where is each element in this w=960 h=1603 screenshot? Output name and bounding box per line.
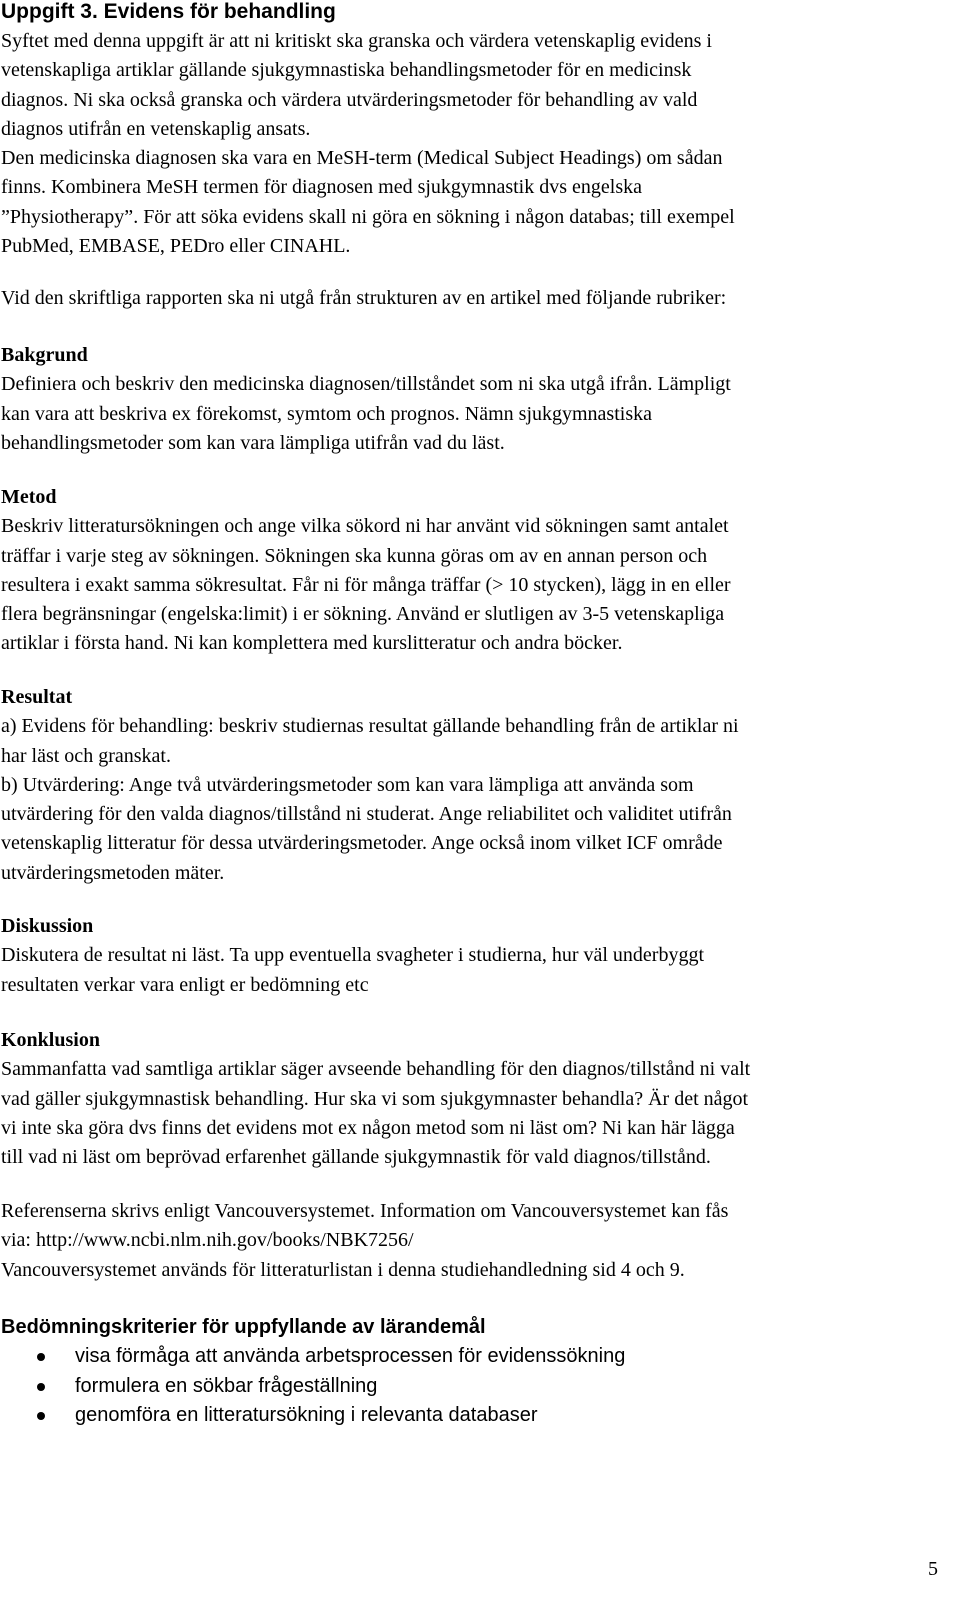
section-line: a) Evidens för behandling: beskriv studiernas resultat gällande behandling från de artiklar ni (1, 715, 739, 738)
section-line: utvärdering för den valda diagnos/tillstånd ni studerat. Ange reliabilitet och validitet utifrån (1, 803, 732, 826)
section-line: har läst och granskat. (1, 744, 171, 767)
criteria-heading: Bedömningskriterier för uppfyllande av lärandemål (1, 1316, 486, 1338)
section-heading-resultat: Resultat (1, 686, 73, 708)
section-konklusion (1, 1026, 946, 1172)
section-line: vad gäller sjukgymnastisk behandling. Hur ska vi som sjukgymnaster behandla? Är det något (1, 1087, 749, 1110)
section-line: Diskutera de resultat ni läst. Ta upp eventuella svagheter i studierna, hur väl underbyggt (1, 944, 705, 967)
section-line: vetenskaplig litteratur för dessa utvärderingsmetoder. Ange också inom vilket ICF område (1, 832, 723, 855)
criteria-section (1, 1313, 946, 1431)
references-line: via: http://www.ncbi.nlm.nih.gov/books/NBK7256/ (1, 1229, 414, 1252)
section-line: Beskriv litteratursökningen och ange vilka sökord ni har använt vid sökningen samt antalet (1, 515, 729, 538)
section-line: till vad ni läst om beprövad erfarenhet gällande sjukgymnastik för vald diagnos/tillstånd. (1, 1146, 711, 1169)
section-line: resultaten verkar vara enligt er bedömning etc (1, 973, 369, 996)
intro-line: diagnos. Ni ska också granska och värdera utvärderingsmetoder för behandling av vald (1, 88, 698, 111)
bullet-icon (37, 1353, 45, 1361)
intro-line: PubMed, EMBASE, PEDro eller CINAHL. (1, 235, 351, 258)
intro-line: Den medicinska diagnosen ska vara en MeSH-term (Medical Subject Headings) om sådan (1, 147, 723, 170)
intro-line: vetenskapliga artiklar gällande sjukgymnastiska behandlingsmetoder för en medicinsk (1, 59, 692, 82)
section-bakgrund (1, 341, 946, 458)
criteria-list (1, 1342, 946, 1431)
section-diskussion (1, 912, 946, 1000)
section-heading-metod: Metod (1, 486, 57, 508)
section-line: träffar i varje steg av sökningen. Sökningen ska kunna göras om av en annan person och (1, 544, 708, 567)
list-item (1, 1401, 946, 1431)
intro-line: finns. Kombinera MeSH termen för diagnosen med sjukgymnastik dvs engelska (1, 176, 642, 199)
criteria-item-label: genomföra en litteratursökning i relevanta databaser (75, 1404, 538, 1427)
section-heading-konklusion: Konklusion (1, 1029, 100, 1051)
references-line: Referenserna skrivs enligt Vancouversystemet. Information om Vancouversystemet kan fås (1, 1200, 729, 1222)
section-line: kan vara att beskriva ex förekomst, symtom och prognos. Nämn sjukgymnastiska (1, 402, 652, 425)
intro-paragraph (1, 27, 946, 261)
references-line: Vancouversystemet används för litteraturlistan i denna studiehandledning sid 4 och 9. (1, 1258, 685, 1281)
page-number: 5 (928, 1558, 938, 1580)
bullet-icon (37, 1383, 45, 1391)
intro-line: diagnos utifrån en vetenskaplig ansats. (1, 117, 311, 140)
section-line: utvärderingsmetoden mäter. (1, 861, 225, 884)
structure-note-text: Vid den skriftliga rapporten ska ni utgå från strukturen av en artikel med följande rubriker: (1, 287, 727, 309)
section-line: b) Utvärdering: Ange två utvärderingsmetoder som kan vara lämpliga att använda som (1, 773, 694, 796)
section-line: Sammanfatta vad samtliga artiklar säger avseende behandling för den diagnos/tillstånd ni valt (1, 1058, 751, 1081)
section-line: vi inte ska göra dvs finns det evidens mot ex någon metod som ni läst om? Ni kan här lägga (1, 1116, 735, 1139)
section-resultat (1, 683, 946, 888)
bullet-icon (37, 1412, 45, 1420)
references-paragraph (1, 1197, 946, 1285)
section-heading-bakgrund: Bakgrund (1, 344, 88, 366)
criteria-item-label: formulera en sökbar frågeställning (75, 1374, 378, 1397)
intro-line: ”Physiotherapy”. För att söka evidens skall ni göra en sökning i någon databas; till exempel (1, 205, 735, 228)
task-heading: Uppgift 3. Evidens för behandling (1, 0, 336, 23)
list-item (1, 1372, 946, 1402)
section-line: Definiera och beskriv den medicinska diagnosen/tillståndet som ni ska utgå ifrån. Lämpligt (1, 373, 731, 396)
section-line: resultera i exakt samma sökresultat. Får ni för många träffar (> 10 stycken), lägg in en eller (1, 573, 731, 596)
list-item (1, 1342, 946, 1372)
section-line: behandlingsmetoder som kan vara lämpliga utifrån vad du läst. (1, 431, 505, 454)
section-heading-diskussion: Diskussion (1, 915, 94, 937)
structure-note (1, 284, 946, 313)
intro-line: Syftet med denna uppgift är att ni kritiskt ska granska och värdera vetenskaplig evidens i (1, 30, 712, 52)
section-line: artiklar i första hand. Ni kan komplettera med kurslitteratur och andra böcker. (1, 632, 623, 655)
section-line: flera begränsningar (engelska:limit) i er sökning. Använd er slutligen av 3-5 vetenskapliga (1, 603, 725, 626)
section-metod (1, 483, 946, 659)
criteria-item-label: visa förmåga att använda arbetsprocessen för evidenssökning (75, 1345, 626, 1368)
